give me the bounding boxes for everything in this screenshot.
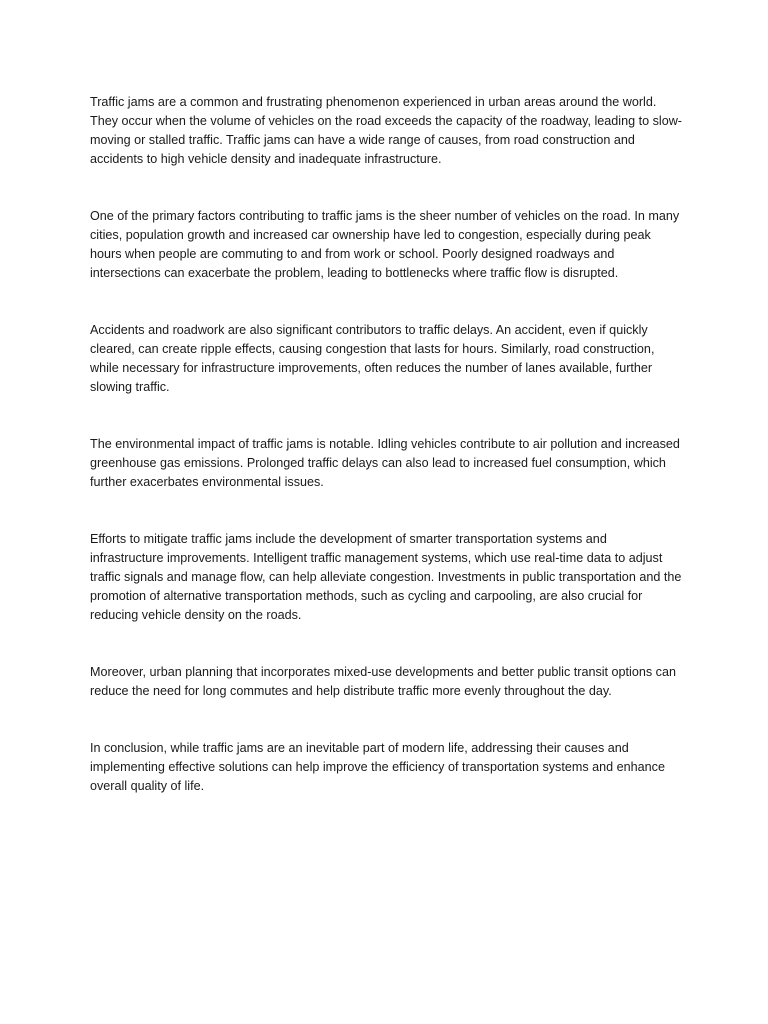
document-body bbox=[90, 93, 682, 834]
paragraph-urban-planning: Moreover, urban planning that incorporates mixed-use developments and better public transit options can reduce the need for long commutes and help distribute traffic more evenly throughout the day. bbox=[90, 665, 676, 698]
paragraph-vehicle-volume: One of the primary factors contributing to traffic jams is the sheer number of vehicles on the road. In many cities, population growth and increased car ownership have led to congestion, especially during peak hours when people are commuting to and from work or school. Poorly designed roadways and intersections can exacerbate the problem, leading to bottlenecks where traffic flow is disrupted. bbox=[90, 209, 680, 280]
paragraph-intro: Traffic jams are a common and frustrating phenomenon experienced in urban areas around the world. They occur when the volume of vehicles on the road exceeds the capacity of the roadway, leading to slow-moving or stalled traffic. Traffic jams can have a wide range of causes, from road construction and accidents to high vehicle density and inadequate infrastructure. bbox=[90, 95, 683, 166]
paragraph-accidents-roadwork: Accidents and roadwork are also significant contributors to traffic delays. An accident, even if quickly cleared, can create ripple effects, causing congestion that lasts for hours. Similarly, road construction, while necessary for infrastructure improvements, often reduces the number of lanes available, further slowing traffic. bbox=[90, 323, 655, 394]
paragraph-environmental-impact: The environmental impact of traffic jams is notable. Idling vehicles contribute to air pollution and increased greenhouse gas emissions. Prolonged traffic delays can also lead to increased fuel consumption, which further exacerbates environmental issues. bbox=[90, 437, 680, 489]
paragraph-conclusion: In conclusion, while traffic jams are an inevitable part of modern life, addressing their causes and implementing effective solutions can help improve the efficiency of transportation systems and enhance overall quality of life. bbox=[90, 741, 665, 793]
paragraph-mitigation-efforts: Efforts to mitigate traffic jams include the development of smarter transportation systems and infrastructure improvements. Intelligent traffic management systems, which use real-time data to adjust traffic signals and manage flow, can help alleviate congestion. Investments in public transportation and the promotion of alternative transportation methods, such as cycling and carpooling, are also crucial for reducing vehicle density on the roads. bbox=[90, 532, 682, 622]
